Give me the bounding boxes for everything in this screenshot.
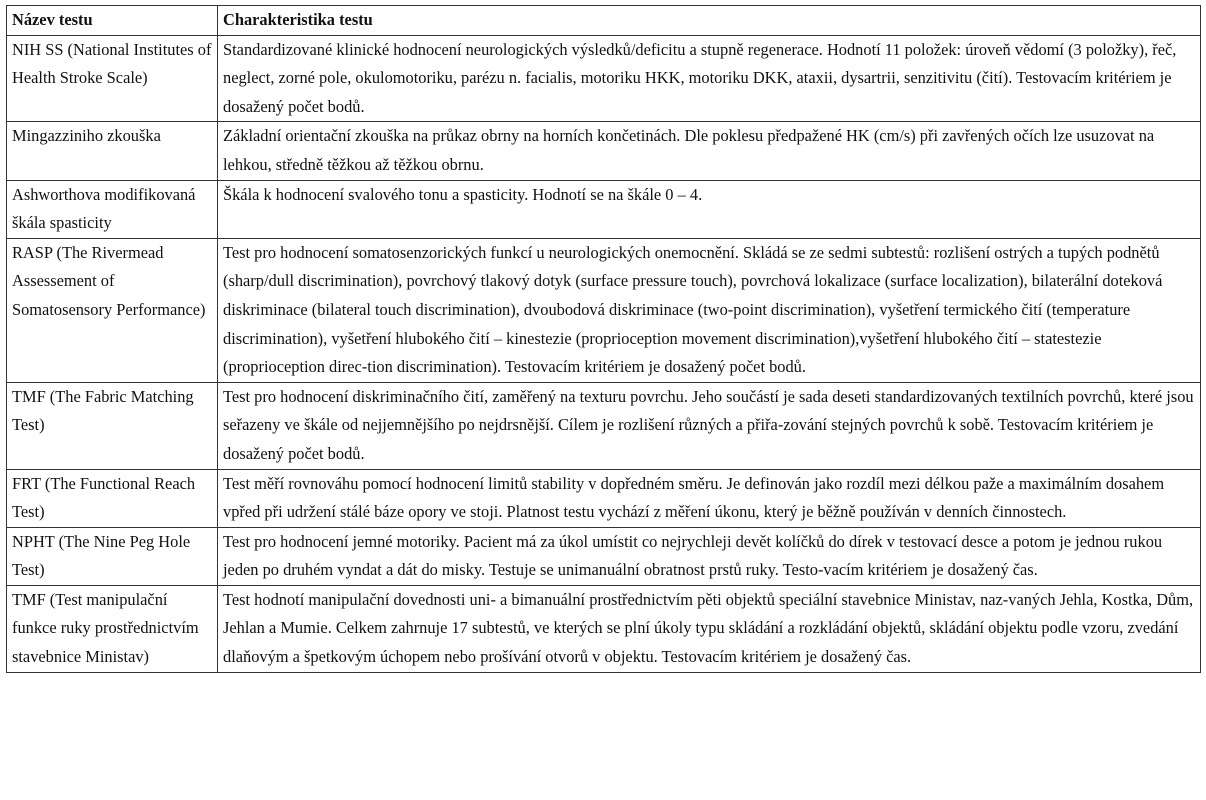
test-name-cell: NIH SS (National Institutes of Health Stroke Scale) [7, 35, 218, 122]
test-name-cell: Mingazziniho zkouška [7, 122, 218, 180]
test-description-cell: Test pro hodnocení diskriminačního čití, zaměřený na texturu povrchu. Jeho součástí je sada deseti standardizovaných textilních povrchů, které jsou seřazeny ve škále od nejjemnějšího po nejdrsnější. Cílem je rozlišení různých a přiřa-zování stejných povrchů k sobě. Testovacím kritériem je dosažený počet bodů. [218, 382, 1201, 469]
test-description-cell: Test pro hodnocení jemné motoriky. Pacient má za úkol umístit co nejrychleji devět kolíčků do dírek v testovací desce a potom je jednou rukou jeden po druhém vyndat a dát do misky. Testuje se unimanuální obratnost prstů ruky. Testo-vacím kritériem je dosažený čas. [218, 527, 1201, 585]
table-row [7, 238, 1201, 382]
table-row [7, 527, 1201, 585]
table-header-row [7, 6, 1201, 36]
test-description-cell: Základní orientační zkouška na průkaz obrny na horních končetinách. Dle poklesu předpažené HK (cm/s) při zavřených očích lze usuzovat na lehkou, středně těžkou až těžkou obrnu. [218, 122, 1201, 180]
test-description-cell: Škála k hodnocení svalového tonu a spasticity. Hodnotí se na škále 0 – 4. [218, 180, 1201, 238]
test-description-cell: Test hodnotí manipulační dovednosti uni- a bimanuální prostřednictvím pěti objektů speciální stavebnice Ministav, naz-vaných Jehla, Kostka, Dům, Jehlan a Mumie. Celkem zahrnuje 17 subtestů, ve kterých se plní úkoly typu skládání a rozkládání objektů, skládání objektu podle vzoru, zvedání dlaňovým a špetkovým úchopem nebo prošívání otvorů v objektu. Testovacím kritériem je dosažený čas. [218, 585, 1201, 672]
table-row [7, 122, 1201, 180]
column-header-test-description: Charakteristika testu [218, 6, 1201, 36]
tests-table [6, 5, 1201, 673]
test-name-cell: TMF (Test manipulační funkce ruky prostřednictvím stavebnice Ministav) [7, 585, 218, 672]
table-row [7, 35, 1201, 122]
table-row [7, 382, 1201, 469]
document-page [6, 5, 1200, 673]
test-description-cell: Test pro hodnocení somatosenzorických funkcí u neurologických onemocnění. Skládá se ze sedmi subtestů: rozlišení ostrých a tupých podnětů (sharp/dull discrimination), povrchový tlakový dotyk (surface pressure touch), povrchová lokalizace (surface localization), bilaterální doteková diskriminace (bilateral touch discrimination), dvoubodová diskriminace (two-point discrimination), vyšetření termického čití (temperature discrimination), vyšetření hlubokého čití – kinestezie (proprioception movement discrimination),vyšetření hlubokého čití – statestezie (proprioception direc-tion discrimination). Testovacím kritériem je dosažený počet bodů. [218, 238, 1201, 382]
test-name-cell: FRT (The Functional Reach Test) [7, 469, 218, 527]
column-header-test-name: Název testu [7, 6, 218, 36]
table-row [7, 469, 1201, 527]
test-name-cell: TMF (The Fabric Matching Test) [7, 382, 218, 469]
table-row [7, 585, 1201, 672]
test-description-cell: Test měří rovnováhu pomocí hodnocení limitů stability v dopředném směru. Je definován jako rozdíl mezi délkou paže a maximálním dosahem vpřed při udržení stálé báze opory ve stoji. Platnost testu vychází z měření úkonu, který je běžně používán v denních činnostech. [218, 469, 1201, 527]
test-name-cell: Ashworthova modifikovaná škála spasticity [7, 180, 218, 238]
test-name-cell: RASP (The Rivermead Assessement of Somatosensory Performance) [7, 238, 218, 382]
test-description-cell: Standardizované klinické hodnocení neurologických výsledků/deficitu a stupně regenerace. Hodnotí 11 položek: úroveň vědomí (3 položky), řeč, neglect, zorné pole, okulomotoriku, parézu n. facialis, motoriku HKK, motoriku DKK, ataxii, dysartrii, senzitivitu (čití). Testovacím kritériem je dosažený počet bodů. [218, 35, 1201, 122]
test-name-cell: NPHT (The Nine Peg Hole Test) [7, 527, 218, 585]
table-row [7, 180, 1201, 238]
